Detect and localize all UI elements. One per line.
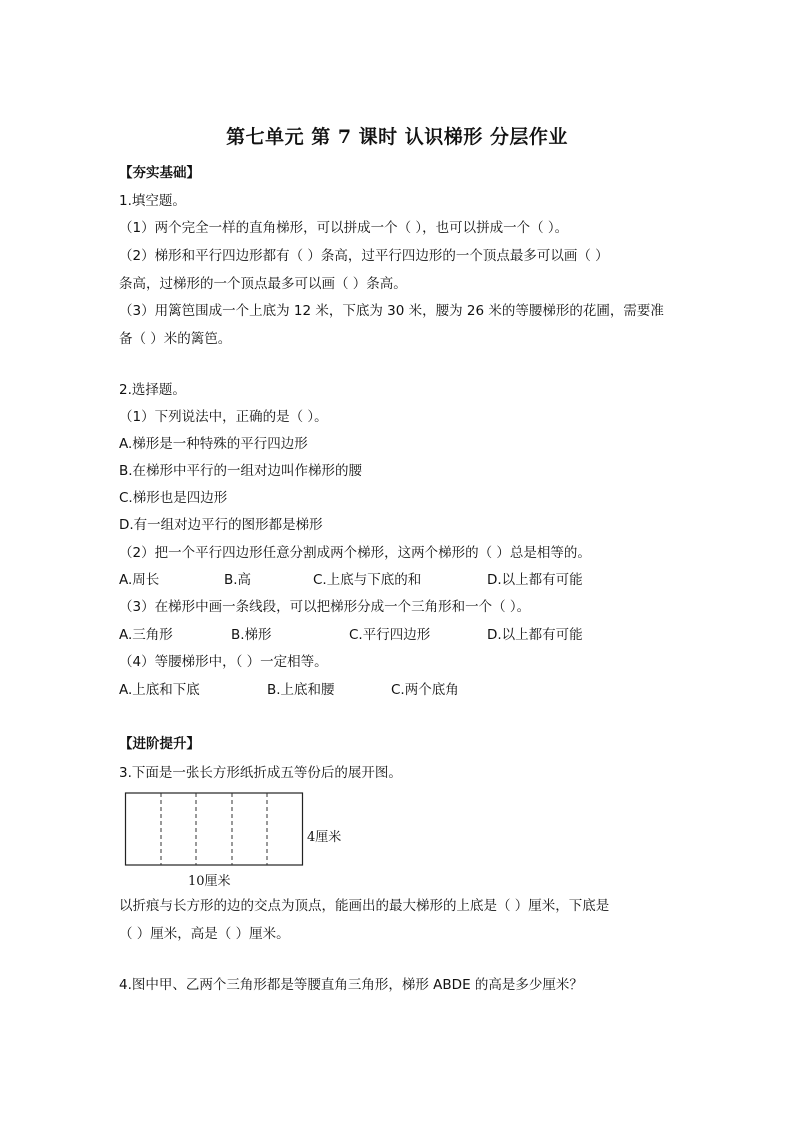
q2-sub1-option-c: C.梯形也是四边形 <box>119 490 228 506</box>
q2-sub2-option-c: C.上底与下底的和 <box>313 572 422 588</box>
q2-sub4-stem: （4）等腰梯形中，（ ）一定相等。 <box>119 654 328 670</box>
q1-item-3-line1: （3）用篱笆围成一个上底为 12 米，下底为 30 米，腰为 26 米的等腰梯形的花圃，需要准 <box>119 303 664 319</box>
paper-rectangle <box>126 793 303 865</box>
q1-heading: 1.填空题。 <box>119 193 186 209</box>
q2-sub1-option-b: B.在梯形中平行的一组对边叫作梯形的腰 <box>119 463 363 479</box>
section-heading-advanced: 【进阶提升】 <box>119 736 200 752</box>
q2-heading: 2.选择题。 <box>119 382 186 398</box>
q2-sub1-stem: （1）下列说法中，正确的是（ ）。 <box>119 409 328 425</box>
q2-sub3-option-d: D.以上都有可能 <box>487 627 583 643</box>
q2-sub2-option-d: D.以上都有可能 <box>487 572 583 588</box>
q3-text-line1: 以折痕与长方形的边的交点为顶点，能画出的最大梯形的上底是（ ）厘米，下底是 <box>119 898 610 914</box>
folded-paper-diagram <box>124 792 364 888</box>
q1-item-3-line2: 备（ ）米的篱笆。 <box>119 331 232 347</box>
q2-sub3-option-c: C.平行四边形 <box>349 627 431 643</box>
q2-sub4-option-b: B.上底和腰 <box>267 682 335 698</box>
q2-sub4-option-c: C.两个底角 <box>391 682 459 698</box>
q2-sub4-option-a: A.上底和下底 <box>119 682 200 698</box>
height-label: 4厘米 <box>307 830 342 845</box>
q2-sub2-stem: （2）把一个平行四边形任意分割成两个梯形，这两个梯形的（ ）总是相等的。 <box>119 545 591 561</box>
q2-sub3-option-b: B.梯形 <box>231 627 272 643</box>
width-label: 10厘米 <box>188 874 231 889</box>
q1-item-1: （1）两个完全一样的直角梯形，可以拼成一个（ ），也可以拼成一个（ ）。 <box>119 220 569 236</box>
section-heading-basic: 【夯实基础】 <box>119 165 200 181</box>
q1-item-2-line2: 条高，过梯形的一个顶点最多可以画（ ）条高。 <box>119 276 407 292</box>
q2-sub3-stem: （3）在梯形中画一条线段，可以把梯形分成一个三角形和一个（ ）。 <box>119 599 531 615</box>
q2-sub3-option-a: A.三角形 <box>119 627 173 643</box>
q4-heading: 4.图中甲、乙两个三角形都是等腰直角三角形，梯形 ABDE 的高是多少厘米？ <box>119 977 583 993</box>
q3-heading: 3.下面是一张长方形纸折成五等份后的展开图。 <box>119 765 402 781</box>
q1-item-2-line1: （2）梯形和平行四边形都有（ ）条高，过平行四边形的一个顶点最多可以画（ ） <box>119 248 609 264</box>
q3-text-line2: （ ）厘米，高是（ ）厘米。 <box>119 926 290 942</box>
q2-sub1-option-d: D.有一组对边平行的图形都是梯形 <box>119 517 323 533</box>
q2-sub1-option-a: A.梯形是一种特殊的平行四边形 <box>119 436 308 452</box>
q2-sub2-option-a: A.周长 <box>119 572 160 588</box>
page-title: 第七单元 第 7 课时 认识梯形 分层作业 <box>226 126 568 148</box>
q2-sub2-option-b: B.高 <box>224 572 252 588</box>
